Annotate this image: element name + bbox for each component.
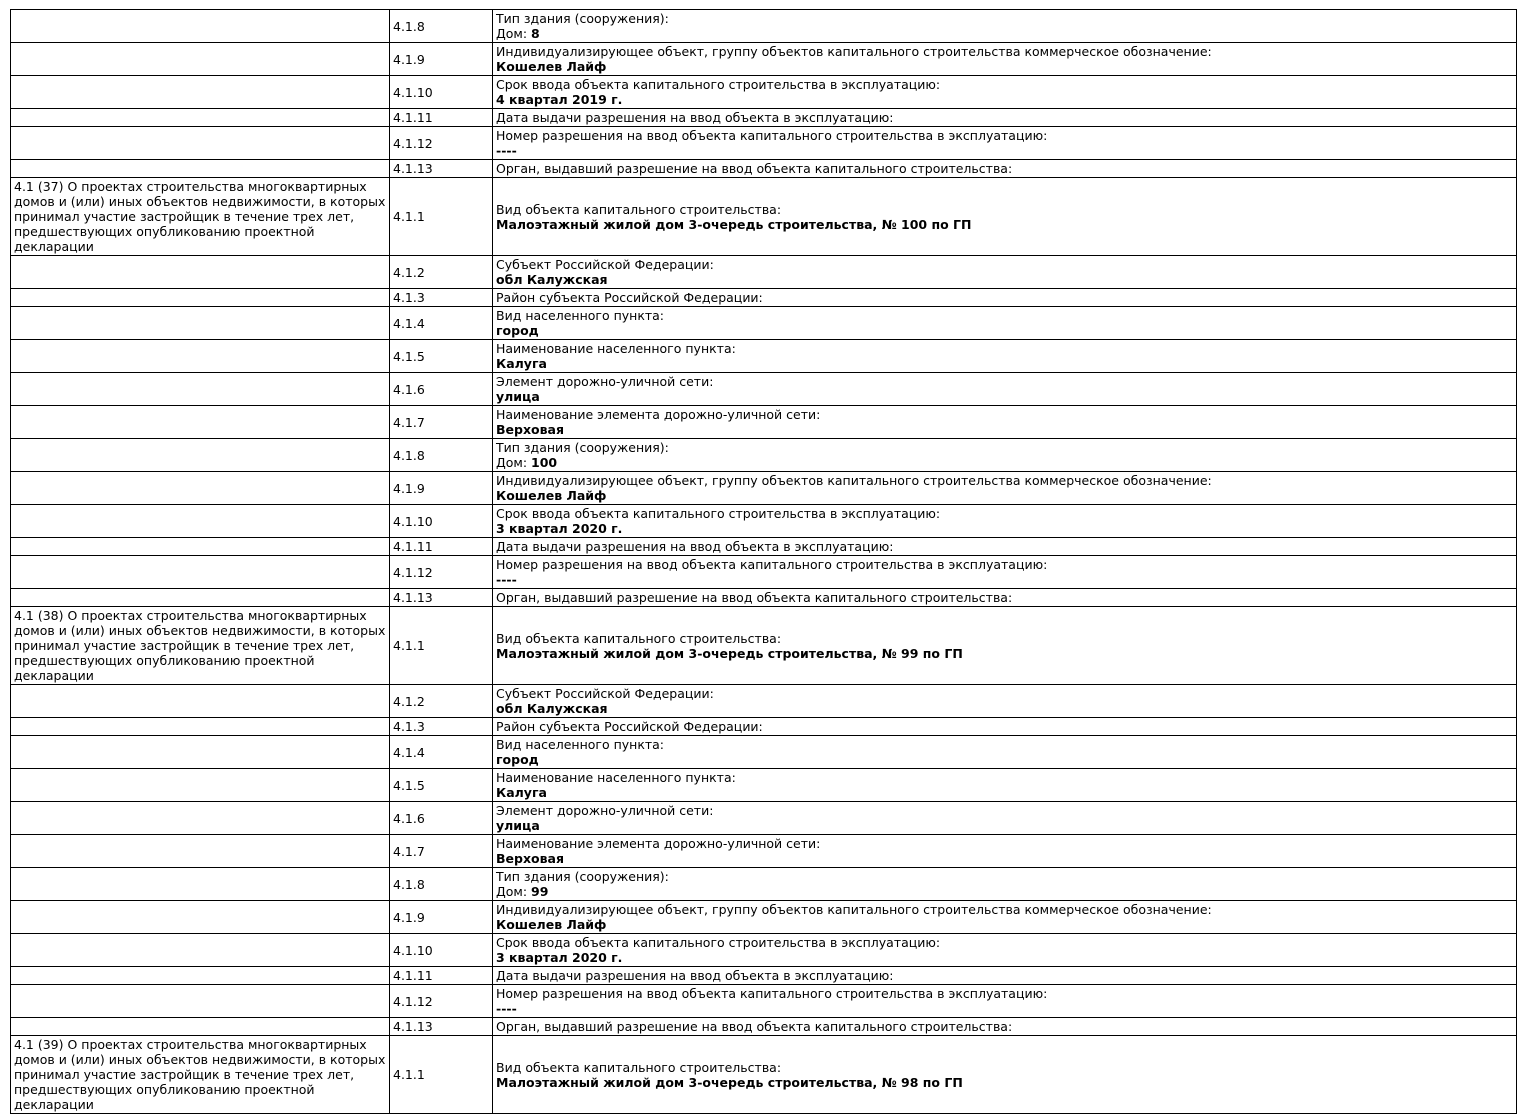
field-value (496, 818, 1513, 833)
field-value-text: 3 квартал 2020 г. (496, 950, 623, 965)
row-number: 4.1.4 (390, 736, 493, 769)
field-value-text: обл Калужская (496, 272, 608, 287)
section-empty-cell (11, 718, 390, 736)
field-value (496, 217, 1513, 232)
field-label: Орган, выдавший разрешение на ввод объекта капитального строительства: (496, 1019, 1013, 1034)
section-empty-cell (11, 769, 390, 802)
table-row (11, 685, 1517, 718)
table-row (11, 76, 1517, 109)
field-value-text: Малоэтажный жилой дом 3-очередь строительства, № 100 по ГП (496, 216, 972, 232)
field-label: Субъект Российской Федерации: (496, 257, 714, 272)
row-content-cell (493, 607, 1517, 685)
field-label: Район субъекта Российской Федерации: (496, 719, 763, 734)
row-number: 4.1.13 (390, 1018, 493, 1036)
row-content-cell (493, 340, 1517, 373)
field-value (496, 92, 1513, 107)
table-row (11, 127, 1517, 160)
table-row (11, 718, 1517, 736)
section-empty-cell (11, 43, 390, 76)
row-number: 4.1.10 (390, 505, 493, 538)
section-empty-cell (11, 373, 390, 406)
row-number: 4.1.10 (390, 76, 493, 109)
field-value-text: улица (496, 818, 540, 833)
row-number: 4.1.1 (390, 607, 493, 685)
table-row (11, 1018, 1517, 1036)
section-empty-cell (11, 802, 390, 835)
section-header-cell: 4.1 (37) О проектах строительства многоквартирных домов и (или) иных объектов недвижимости, в которых принимал участие застройщик в течение трех лет, предшествующих опубликованию проектной декларации (11, 178, 390, 256)
field-value (496, 272, 1513, 287)
section-empty-cell (11, 934, 390, 967)
table-row (11, 985, 1517, 1018)
row-number: 4.1.10 (390, 934, 493, 967)
row-number: 4.1.12 (390, 127, 493, 160)
field-value (496, 701, 1513, 716)
field-label: Срок ввода объекта капитального строительства в эксплуатацию: (496, 77, 941, 92)
row-content-cell (493, 373, 1517, 406)
row-content-cell (493, 76, 1517, 109)
row-number: 4.1.13 (390, 589, 493, 607)
table-row (11, 178, 1517, 256)
row-number: 4.1.9 (390, 901, 493, 934)
row-number: 4.1.8 (390, 10, 493, 43)
row-content-cell (493, 43, 1517, 76)
field-value (496, 785, 1513, 800)
row-content-cell (493, 985, 1517, 1018)
row-number: 4.1.12 (390, 556, 493, 589)
section-empty-cell (11, 109, 390, 127)
field-label: Тип здания (сооружения): (496, 11, 669, 26)
table-row (11, 1036, 1517, 1114)
table-row (11, 934, 1517, 967)
field-value (496, 752, 1513, 767)
row-content-cell (493, 109, 1517, 127)
row-content-cell (493, 1018, 1517, 1036)
field-value-prefix: Дом: (496, 884, 532, 899)
field-label: Индивидуализирующее объект, группу объектов капитального строительства коммерческое обозначение: (496, 902, 1212, 917)
row-content-cell (493, 589, 1517, 607)
section-empty-cell (11, 1018, 390, 1036)
row-number: 4.1.11 (390, 967, 493, 985)
field-value-text: 99 (531, 884, 549, 899)
table-row (11, 43, 1517, 76)
field-value (496, 59, 1513, 74)
field-label: Срок ввода объекта капитального строительства в эксплуатацию: (496, 935, 941, 950)
row-number: 4.1.6 (390, 373, 493, 406)
field-label: Наименование элемента дорожно-уличной сети: (496, 407, 821, 422)
section-empty-cell (11, 589, 390, 607)
table-row (11, 967, 1517, 985)
table-row (11, 868, 1517, 901)
table-row (11, 340, 1517, 373)
table-row (11, 10, 1517, 43)
table-row (11, 256, 1517, 289)
field-label: Элемент дорожно-уличной сети: (496, 803, 714, 818)
section-empty-cell (11, 736, 390, 769)
table-row (11, 556, 1517, 589)
field-label: Вид населенного пункта: (496, 737, 665, 752)
table-row (11, 607, 1517, 685)
field-value-text: Калуга (496, 356, 547, 371)
field-value (496, 950, 1513, 965)
section-header-cell: 4.1 (39) О проектах строительства многоквартирных домов и (или) иных объектов недвижимости, в которых принимал участие застройщик в течение трех лет, предшествующих опубликованию проектной декларации (11, 1036, 390, 1114)
row-content-cell (493, 160, 1517, 178)
field-value-text: 4 квартал 2019 г. (496, 92, 623, 107)
row-content-cell (493, 307, 1517, 340)
field-value (496, 143, 1513, 158)
section-empty-cell (11, 835, 390, 868)
row-content-cell (493, 472, 1517, 505)
field-value-text: 100 (531, 455, 558, 470)
field-value-text: 8 (531, 26, 540, 41)
row-number: 4.1.2 (390, 256, 493, 289)
section-empty-cell (11, 985, 390, 1018)
field-label: Элемент дорожно-уличной сети: (496, 374, 714, 389)
field-value-text: ---- (496, 1001, 517, 1016)
field-label: Индивидуализирующее объект, группу объектов капитального строительства коммерческое обозначение: (496, 44, 1212, 59)
field-label: Индивидуализирующее объект, группу объектов капитального строительства коммерческое обозначение: (496, 473, 1212, 488)
table-row (11, 736, 1517, 769)
table-row (11, 505, 1517, 538)
row-content-cell (493, 718, 1517, 736)
field-value-text: Малоэтажный жилой дом 3-очередь строительства, № 98 по ГП (496, 1074, 963, 1090)
row-number: 4.1.11 (390, 109, 493, 127)
field-value (496, 26, 1513, 41)
section-empty-cell (11, 10, 390, 43)
section-empty-cell (11, 256, 390, 289)
row-number: 4.1.9 (390, 43, 493, 76)
field-label: Дата выдачи разрешения на ввод объекта в эксплуатацию: (496, 539, 894, 554)
field-value-text: Кошелев Лайф (496, 917, 607, 932)
row-content-cell (493, 178, 1517, 256)
field-value (496, 572, 1513, 587)
row-content-cell (493, 406, 1517, 439)
section-empty-cell (11, 868, 390, 901)
row-number: 4.1.4 (390, 307, 493, 340)
row-content-cell (493, 934, 1517, 967)
field-label: Дата выдачи разрешения на ввод объекта в эксплуатацию: (496, 968, 894, 983)
field-value (496, 917, 1513, 932)
section-empty-cell (11, 340, 390, 373)
field-label: Вид населенного пункта: (496, 308, 665, 323)
row-content-cell (493, 769, 1517, 802)
table-row (11, 373, 1517, 406)
table-row (11, 835, 1517, 868)
row-content-cell (493, 736, 1517, 769)
row-number: 4.1.11 (390, 538, 493, 556)
field-label: Вид объекта капитального строительства: (496, 201, 782, 217)
section-empty-cell (11, 406, 390, 439)
row-number: 4.1.9 (390, 472, 493, 505)
field-label: Наименование населенного пункта: (496, 341, 736, 356)
field-value-text: Кошелев Лайф (496, 488, 607, 503)
field-value-text: ---- (496, 572, 517, 587)
row-content-cell (493, 556, 1517, 589)
row-content-cell (493, 256, 1517, 289)
section-empty-cell (11, 685, 390, 718)
row-number: 4.1.1 (390, 1036, 493, 1114)
field-label: Тип здания (сооружения): (496, 440, 669, 455)
row-number: 4.1.6 (390, 802, 493, 835)
section-empty-cell (11, 127, 390, 160)
field-value (496, 851, 1513, 866)
field-value-prefix: Дом: (496, 455, 532, 470)
section-empty-cell (11, 967, 390, 985)
field-label: Орган, выдавший разрешение на ввод объекта капитального строительства: (496, 161, 1013, 176)
declaration-table-body (11, 10, 1517, 1114)
declaration-table (10, 9, 1517, 1114)
field-label: Номер разрешения на ввод объекта капитального строительства в эксплуатацию: (496, 986, 1048, 1001)
table-row (11, 589, 1517, 607)
field-value-prefix: Дом: (496, 26, 532, 41)
row-number: 4.1.5 (390, 769, 493, 802)
table-row (11, 307, 1517, 340)
field-value (496, 389, 1513, 404)
row-content-cell (493, 289, 1517, 307)
section-empty-cell (11, 439, 390, 472)
row-content-cell (493, 835, 1517, 868)
field-value-text: улица (496, 389, 540, 404)
row-number: 4.1.3 (390, 289, 493, 307)
section-empty-cell (11, 307, 390, 340)
section-header-cell: 4.1 (38) О проектах строительства многоквартирных домов и (или) иных объектов недвижимости, в которых принимал участие застройщик в течение трех лет, предшествующих опубликованию проектной декларации (11, 607, 390, 685)
field-label: Субъект Российской Федерации: (496, 686, 714, 701)
field-label: Номер разрешения на ввод объекта капитального строительства в эксплуатацию: (496, 557, 1048, 572)
table-row (11, 160, 1517, 178)
field-label: Район субъекта Российской Федерации: (496, 290, 763, 305)
table-row (11, 289, 1517, 307)
row-content-cell (493, 127, 1517, 160)
field-label: Вид объекта капитального строительства: (496, 1059, 782, 1075)
row-number: 4.1.2 (390, 685, 493, 718)
field-label: Вид объекта капитального строительства: (496, 630, 782, 646)
row-content-cell (493, 967, 1517, 985)
section-empty-cell (11, 160, 390, 178)
table-row (11, 538, 1517, 556)
field-label: Наименование населенного пункта: (496, 770, 736, 785)
row-content-cell (493, 868, 1517, 901)
row-content-cell (493, 10, 1517, 43)
field-value (496, 1001, 1513, 1016)
field-value (496, 646, 1513, 661)
row-number: 4.1.3 (390, 718, 493, 736)
field-value-text: Калуга (496, 785, 547, 800)
section-empty-cell (11, 289, 390, 307)
section-empty-cell (11, 76, 390, 109)
field-label: Дата выдачи разрешения на ввод объекта в эксплуатацию: (496, 110, 894, 125)
field-value-text: Кошелев Лайф (496, 59, 607, 74)
field-value (496, 323, 1513, 338)
field-value (496, 1075, 1513, 1090)
field-value-text: город (496, 323, 539, 338)
row-content-cell (493, 439, 1517, 472)
row-number: 4.1.8 (390, 439, 493, 472)
row-number: 4.1.13 (390, 160, 493, 178)
row-number: 4.1.12 (390, 985, 493, 1018)
field-label: Номер разрешения на ввод объекта капитального строительства в эксплуатацию: (496, 128, 1048, 143)
row-number: 4.1.5 (390, 340, 493, 373)
row-content-cell (493, 802, 1517, 835)
table-row (11, 406, 1517, 439)
field-value-text: Верховая (496, 422, 564, 437)
table-row (11, 802, 1517, 835)
field-value-text: 3 квартал 2020 г. (496, 521, 623, 536)
field-label: Наименование элемента дорожно-уличной сети: (496, 836, 821, 851)
row-number: 4.1.1 (390, 178, 493, 256)
field-value-text: обл Калужская (496, 701, 608, 716)
field-label: Орган, выдавший разрешение на ввод объекта капитального строительства: (496, 590, 1013, 605)
field-value (496, 356, 1513, 371)
declaration-document (10, 9, 1517, 1114)
table-row (11, 109, 1517, 127)
field-value (496, 521, 1513, 536)
row-content-cell (493, 1036, 1517, 1114)
row-number: 4.1.7 (390, 406, 493, 439)
table-row (11, 769, 1517, 802)
table-row (11, 472, 1517, 505)
section-empty-cell (11, 472, 390, 505)
field-value (496, 884, 1513, 899)
field-label: Тип здания (сооружения): (496, 869, 669, 884)
row-content-cell (493, 505, 1517, 538)
field-value-text: Малоэтажный жилой дом 3-очередь строительства, № 99 по ГП (496, 645, 963, 661)
field-value-text: ---- (496, 143, 517, 158)
section-empty-cell (11, 505, 390, 538)
field-value (496, 422, 1513, 437)
field-value (496, 455, 1513, 470)
field-value-text: Верховая (496, 851, 564, 866)
section-empty-cell (11, 556, 390, 589)
field-value-text: город (496, 752, 539, 767)
section-empty-cell (11, 538, 390, 556)
row-content-cell (493, 538, 1517, 556)
row-number: 4.1.8 (390, 868, 493, 901)
section-empty-cell (11, 901, 390, 934)
field-value (496, 488, 1513, 503)
row-content-cell (493, 685, 1517, 718)
field-label: Срок ввода объекта капитального строительства в эксплуатацию: (496, 506, 941, 521)
table-row (11, 901, 1517, 934)
table-row (11, 439, 1517, 472)
row-number: 4.1.7 (390, 835, 493, 868)
row-content-cell (493, 901, 1517, 934)
